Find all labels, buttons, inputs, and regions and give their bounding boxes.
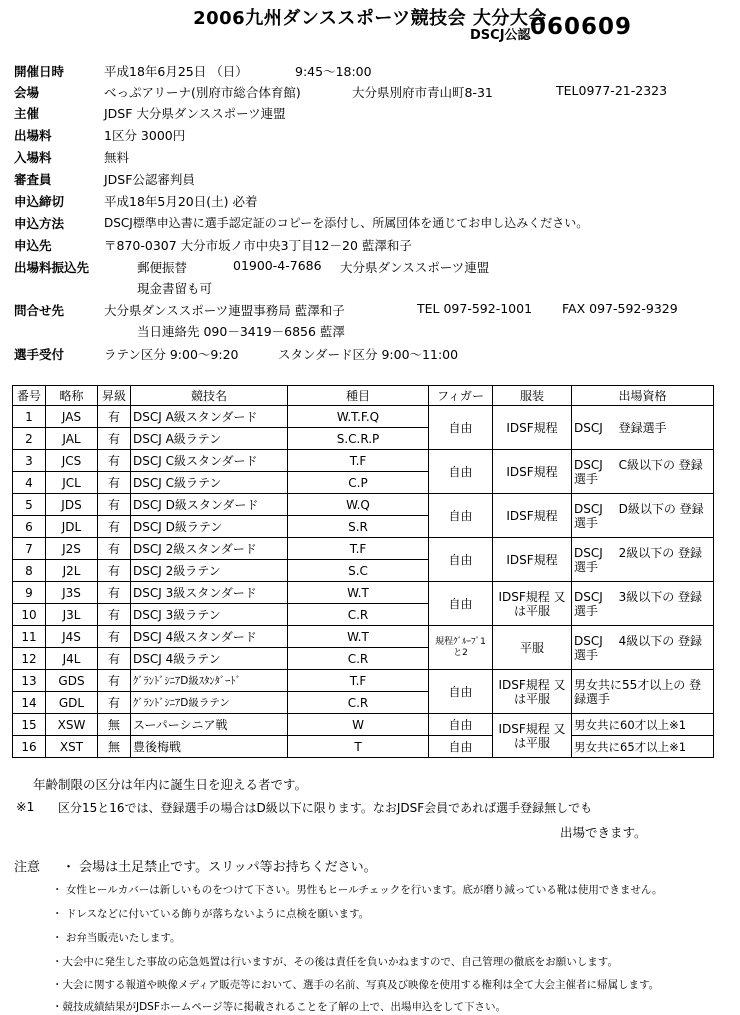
reception-standard: スタンダード区分 9:00～11:00 <box>278 347 459 362</box>
row-number: 11 <box>13 626 46 648</box>
row-promotion: 有 <box>98 648 131 670</box>
fee-value: 1区分 3000円 <box>104 128 186 143</box>
row-abbr: GDL <box>46 692 98 714</box>
table-header-row <box>13 386 714 406</box>
venue-label: 会場 <box>14 85 40 100</box>
transfer-label: 出場料振込先 <box>14 260 90 275</box>
contact-office: 大分県ダンススポーツ連盟事務局 藍澤和子 <box>104 303 345 318</box>
row-promotion: 有 <box>98 428 131 450</box>
row-dances: T.F <box>288 450 429 472</box>
row-event-name: DSCJ 2級ラテン <box>131 560 288 582</box>
caution-item: ・ 女性ヒールカバーは新しいものをつけて下さい。男性もヒールチェックを行います。底が磨り減っている靴は使用できません。 <box>52 884 663 896</box>
row-abbr: J4L <box>46 648 98 670</box>
row-event-name: DSCJ 2級スタンダード <box>131 538 288 560</box>
row-dances: T.F <box>288 670 429 692</box>
header-promotion: 昇級 <box>98 386 131 406</box>
group-attire: IDSF規程 又は平服 <box>493 714 572 758</box>
row-qualification: 男女共に65才以上※1 <box>572 736 714 758</box>
row-number: 12 <box>13 648 46 670</box>
table-row <box>13 582 714 604</box>
group-figure: 自由 <box>429 450 493 494</box>
venue-tel: TEL0977-21-2323 <box>556 83 668 98</box>
method-label: 申込方法 <box>14 216 65 231</box>
header-event-name: 競技名 <box>131 386 288 406</box>
header-abbr: 略称 <box>46 386 98 406</box>
events-table <box>12 385 714 758</box>
table-row <box>13 538 714 560</box>
table-row <box>13 626 714 648</box>
date-value: 平成18年6月25日 （日） <box>104 64 248 79</box>
row-promotion: 有 <box>98 406 131 428</box>
table-row <box>13 670 714 692</box>
contact-day: 当日連絡先 090－3419－6856 藍澤 <box>137 324 345 339</box>
apply-to-label: 申込先 <box>14 238 52 253</box>
row-dances: S.C.R.P <box>288 428 429 450</box>
caution-item: ・大会に関する報道や映像メディア販売等において、選手の名前、写真及び映像を使用する権利は全て大会主催者に帰属します。 <box>52 979 660 991</box>
group-attire: IDSF規程 <box>493 494 572 538</box>
venue-name: べっぷアリーナ(別府市総合体育館) <box>104 85 301 100</box>
row-promotion: 有 <box>98 472 131 494</box>
row-dances: W.Q <box>288 494 429 516</box>
row-promotion: 有 <box>98 560 131 582</box>
row-abbr: XSW <box>46 714 98 736</box>
note1-text: 区分15と16では、登録選手の場合はD級以下に限ります。なおJDSF会員であれば選手登録無しでも <box>58 801 593 815</box>
row-dances: T.F <box>288 538 429 560</box>
caution-label: 注意 <box>14 860 41 875</box>
group-attire: IDSF規程 <box>493 538 572 582</box>
group-figure: 自由 <box>429 538 493 582</box>
row-number: 2 <box>13 428 46 450</box>
row-abbr: XST <box>46 736 98 758</box>
transfer-name: 大分県ダンススポーツ連盟 <box>340 260 490 275</box>
time-value: 9:45～18:00 <box>295 64 372 79</box>
header-attire: 服装 <box>493 386 572 406</box>
row-abbr: JAS <box>46 406 98 428</box>
row-dances: C.R <box>288 604 429 626</box>
row-abbr: JDL <box>46 516 98 538</box>
row-dances: C.P <box>288 472 429 494</box>
transfer-account: 01900-4-7686 <box>233 258 322 273</box>
row-dances: W.T.F.Q <box>288 406 429 428</box>
row-dances: W.T <box>288 582 429 604</box>
row-dances: C.R <box>288 692 429 714</box>
row-number: 3 <box>13 450 46 472</box>
row-event-name: ｸﾞﾗﾝﾄﾞｼﾆｱD級ラテン <box>131 692 288 714</box>
row-promotion: 有 <box>98 692 131 714</box>
group-attire: IDSF規程 又は平服 <box>493 582 572 626</box>
row-event-name: DSCJ D級スタンダード <box>131 494 288 516</box>
row-event-name: 豊後梅戦 <box>131 736 288 758</box>
row-abbr: J2S <box>46 538 98 560</box>
row-abbr: J2L <box>46 560 98 582</box>
apply-to-value: 〒870-0307 大分市坂ノ市中央3丁目12－20 藍澤和子 <box>104 238 412 253</box>
contact-fax: FAX 097-592-9329 <box>562 301 678 316</box>
row-abbr: JAL <box>46 428 98 450</box>
row-promotion: 有 <box>98 604 131 626</box>
group-qualification: DSCJ 2級以下の 登録選手 <box>572 538 714 582</box>
venue-address: 大分県別府市青山町8-31 <box>352 85 493 100</box>
row-number: 15 <box>13 714 46 736</box>
reception-latin: ラテン区分 9:00～9:20 <box>104 347 239 362</box>
admission-label: 入場料 <box>14 150 52 165</box>
host-value: JDSF 大分県ダンススポーツ連盟 <box>104 106 286 121</box>
caution-item: ・大会中に発生した事故の応急処置は行いますが、その後は責任を負いかねますので、自己管理の徹底をお願いします。 <box>52 956 618 968</box>
row-event-name: DSCJ 3級スタンダード <box>131 582 288 604</box>
row-dances: S.R <box>288 516 429 538</box>
page-title: 2006九州ダンススポーツ競技会 大分大会 <box>193 8 547 29</box>
deadline-value: 平成18年5月20日(土) 必着 <box>104 194 258 209</box>
row-figure: 自由 <box>429 714 493 736</box>
note1-continuation: 出場できます。 <box>560 825 647 840</box>
table-row <box>13 494 714 516</box>
table-row <box>13 406 714 428</box>
row-dances: T <box>288 736 429 758</box>
row-event-name: DSCJ D級ラテン <box>131 516 288 538</box>
method-value: DSCJ標準申込書に選手認定証のコピーを添付し、所属団体を通じてお申し込みください。 <box>104 216 589 230</box>
row-dances: C.R <box>288 648 429 670</box>
row-event-name: ｸﾞﾗﾝﾄﾞｼﾆｱD級ｽﾀﾝﾀﾞｰﾄﾞ <box>131 670 288 692</box>
row-promotion: 有 <box>98 516 131 538</box>
row-number: 6 <box>13 516 46 538</box>
group-figure: 規程ｸﾞﾙｰﾌﾟ1と2 <box>429 626 493 670</box>
row-event-name: DSCJ A級ラテン <box>131 428 288 450</box>
row-event-name: スーパーシニア戦 <box>131 714 288 736</box>
row-number: 10 <box>13 604 46 626</box>
judges-value: JDSF公認審判員 <box>104 172 195 187</box>
group-attire: 平服 <box>493 626 572 670</box>
row-figure: 自由 <box>429 736 493 758</box>
contact-tel: TEL 097-592-1001 <box>417 301 533 316</box>
row-number: 8 <box>13 560 46 582</box>
date-label: 開催日時 <box>14 64 65 79</box>
group-qualification: DSCJ 3級以下の 登録選手 <box>572 582 714 626</box>
caution-item: ・ お弁当販売いたします。 <box>52 932 181 944</box>
group-figure: 自由 <box>429 406 493 450</box>
row-number: 5 <box>13 494 46 516</box>
group-figure: 自由 <box>429 582 493 626</box>
caution-item: ・競技成績結果がJDSFホームページ等に掲載されることを了解の上で、出場申込をして下さい。 <box>52 1001 506 1013</box>
group-qualification: DSCJ 登録選手 <box>572 406 714 450</box>
row-event-name: DSCJ A級スタンダード <box>131 406 288 428</box>
row-number: 9 <box>13 582 46 604</box>
row-event-name: DSCJ C級ラテン <box>131 472 288 494</box>
row-number: 4 <box>13 472 46 494</box>
group-attire: IDSF規程 <box>493 406 572 450</box>
contact-label: 問合せ先 <box>14 303 65 318</box>
certification-number: 060609 <box>530 14 633 40</box>
header-dances: 種目 <box>288 386 429 406</box>
transfer-method: 郵便振替 <box>137 260 188 275</box>
group-qualification: 男女共に55才以上の 登録選手 <box>572 670 714 714</box>
row-promotion: 有 <box>98 582 131 604</box>
row-number: 13 <box>13 670 46 692</box>
header-figure: フィガー <box>429 386 493 406</box>
group-attire: IDSF規程 又は平服 <box>493 670 572 714</box>
group-qualification: DSCJ 4級以下の 登録選手 <box>572 626 714 670</box>
row-promotion: 有 <box>98 538 131 560</box>
row-event-name: DSCJ 4級スタンダード <box>131 626 288 648</box>
row-abbr: GDS <box>46 670 98 692</box>
row-promotion: 有 <box>98 450 131 472</box>
row-abbr: J3S <box>46 582 98 604</box>
row-number: 1 <box>13 406 46 428</box>
table-row <box>13 714 714 736</box>
group-figure: 自由 <box>429 670 493 714</box>
row-promotion: 無 <box>98 714 131 736</box>
caution-head: ・ 会場は土足禁止です。スリッパ等お持ちください。 <box>62 860 377 875</box>
group-figure: 自由 <box>429 494 493 538</box>
transfer-note: 現金書留も可 <box>137 281 213 296</box>
row-dances: S.C <box>288 560 429 582</box>
judges-label: 審査員 <box>14 172 52 187</box>
row-dances: W.T <box>288 626 429 648</box>
header-qualification: 出場資格 <box>572 386 714 406</box>
row-event-name: DSCJ 4級ラテン <box>131 648 288 670</box>
row-event-name: DSCJ 3級ラテン <box>131 604 288 626</box>
deadline-label: 申込締切 <box>14 194 65 209</box>
header-number: 番号 <box>13 386 46 406</box>
row-number: 14 <box>13 692 46 714</box>
note1-mark: ※1 <box>16 799 35 814</box>
row-promotion: 無 <box>98 736 131 758</box>
row-dances: W <box>288 714 429 736</box>
row-abbr: J3L <box>46 604 98 626</box>
row-number: 7 <box>13 538 46 560</box>
caution-item: ・ ドレスなどに付いている飾りが落ちないように点検を願います。 <box>52 908 370 920</box>
row-qualification: 男女共に60才以上※1 <box>572 714 714 736</box>
certification-label: DSCJ公認 <box>470 28 531 43</box>
row-abbr: J4S <box>46 626 98 648</box>
row-promotion: 有 <box>98 626 131 648</box>
fee-label: 出場料 <box>14 128 52 143</box>
row-abbr: JDS <box>46 494 98 516</box>
table-row <box>13 736 714 758</box>
row-promotion: 有 <box>98 670 131 692</box>
host-label: 主催 <box>14 106 40 121</box>
row-abbr: JCL <box>46 472 98 494</box>
row-number: 16 <box>13 736 46 758</box>
table-row <box>13 450 714 472</box>
age-note: 年齢制限の区分は年内に誕生日を迎える者です。 <box>33 777 308 792</box>
row-event-name: DSCJ C級スタンダード <box>131 450 288 472</box>
group-qualification: DSCJ C級以下の 登録選手 <box>572 450 714 494</box>
admission-value: 無料 <box>104 150 130 165</box>
group-attire: IDSF規程 <box>493 450 572 494</box>
row-abbr: JCS <box>46 450 98 472</box>
reception-label: 選手受付 <box>14 347 65 362</box>
group-qualification: DSCJ D級以下の 登録選手 <box>572 494 714 538</box>
row-promotion: 有 <box>98 494 131 516</box>
